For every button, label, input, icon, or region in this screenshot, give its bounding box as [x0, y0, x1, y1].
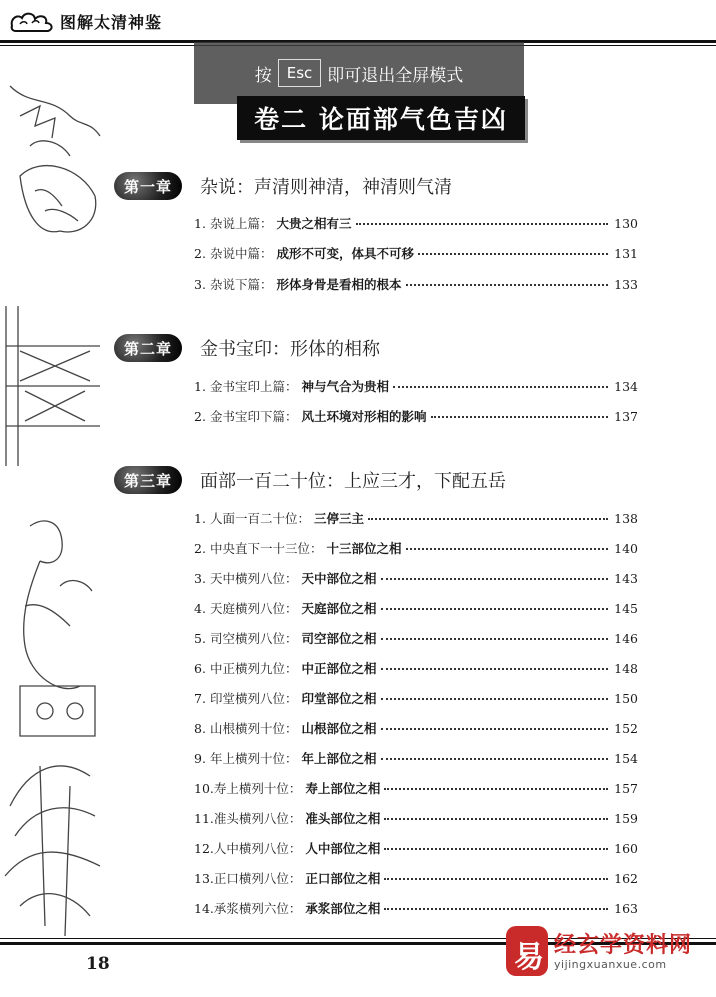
entry-label: 金书宝印上篇： — [210, 379, 298, 394]
toc-entry[interactable] — [194, 719, 638, 741]
hint-prefix: 按 — [254, 65, 272, 86]
fullscreen-exit-hint — [194, 42, 524, 104]
entry-label: 天庭横列八位： — [210, 601, 298, 616]
entry-number: 14. — [194, 901, 214, 916]
toc-entry[interactable] — [194, 599, 638, 621]
site-watermark — [502, 922, 716, 982]
entry-label: 中正横列九位： — [210, 661, 298, 676]
entry-number: 6. — [194, 661, 206, 676]
entry-number: 5. — [194, 631, 206, 646]
dot-leader — [431, 416, 608, 418]
toc-entry[interactable] — [194, 869, 638, 891]
dot-leader — [418, 253, 608, 255]
entry-number: 11. — [194, 811, 214, 826]
entry-page: 134 — [614, 379, 638, 394]
page-header — [0, 0, 716, 42]
volume-title: 卷二 论面部气色吉凶 — [237, 96, 525, 140]
dot-leader — [384, 878, 608, 880]
entry-label: 承浆横列六位： — [213, 901, 302, 916]
entry-subtitle: 年上部位之相 — [301, 751, 377, 766]
entry-page: 159 — [614, 811, 638, 826]
entry-label: 山根横列十位： — [210, 721, 298, 736]
entry-number: 3. — [194, 571, 206, 586]
toc-entry[interactable] — [194, 809, 638, 831]
entry-page: 157 — [614, 781, 638, 796]
chapter-title: 金书宝印：形体的相称 — [200, 339, 380, 360]
entry-subtitle: 正口部位之相 — [305, 871, 381, 886]
entry-subtitle: 大贵之相有三 — [276, 216, 352, 231]
entry-subtitle: 中正部位之相 — [301, 661, 377, 676]
dot-leader — [381, 638, 608, 640]
entry-page: 133 — [614, 277, 638, 292]
chapter-heading — [114, 334, 380, 362]
toc-entry[interactable] — [194, 659, 638, 681]
dot-leader — [384, 788, 608, 790]
dot-leader — [368, 518, 608, 520]
entry-subtitle: 成形不可变，体具不可移 — [276, 246, 415, 261]
entry-number: 1. — [194, 379, 206, 394]
entry-label: 天中横列八位： — [210, 571, 298, 586]
left-decorative-illustration — [0, 46, 110, 946]
entry-subtitle: 风土环境对形相的影响 — [301, 409, 427, 424]
entry-subtitle: 天中部位之相 — [301, 571, 377, 586]
entry-label: 杂说中篇： — [210, 246, 273, 261]
dot-leader — [393, 386, 608, 388]
toc-entry[interactable] — [194, 899, 638, 921]
esc-key: Esc — [278, 59, 322, 87]
entry-subtitle: 准头部位之相 — [305, 811, 381, 826]
entry-label: 寿上横列十位： — [213, 781, 302, 796]
entry-number: 13. — [194, 871, 214, 886]
entry-page: 131 — [614, 246, 638, 261]
entry-subtitle: 寿上部位之相 — [305, 781, 381, 796]
chapter-title: 面部一百二十位：上应三才，下配五岳 — [200, 471, 506, 492]
entry-page: 130 — [614, 216, 638, 231]
dot-leader — [406, 548, 608, 550]
entry-number: 1. — [194, 216, 206, 231]
cloud-ornament-icon — [8, 8, 56, 34]
entry-page: 154 — [614, 751, 638, 766]
toc-entry[interactable] — [194, 689, 638, 711]
entry-page: 145 — [614, 601, 638, 616]
entry-page: 148 — [614, 661, 638, 676]
toc-entry[interactable] — [194, 244, 638, 266]
entry-page: 140 — [614, 541, 638, 556]
entry-label: 人面一百二十位： — [210, 511, 311, 526]
dot-leader — [381, 698, 608, 700]
entry-label: 人中横列八位： — [213, 841, 302, 856]
watermark-logo-icon — [506, 926, 548, 976]
book-title: 图解太清神鉴 — [60, 13, 163, 32]
dot-leader — [381, 728, 608, 730]
hint-suffix: 即可退出全屏模式 — [327, 65, 464, 86]
chapter-badge: 第二章 — [114, 334, 182, 362]
entry-subtitle: 天庭部位之相 — [301, 601, 377, 616]
entry-label: 杂说下篇： — [210, 277, 273, 292]
chapter-badge: 第一章 — [114, 172, 182, 200]
entry-page: 137 — [614, 409, 638, 424]
chapter-heading — [114, 172, 452, 200]
entry-page: 152 — [614, 721, 638, 736]
entry-number: 9. — [194, 751, 206, 766]
chapter-heading — [114, 466, 506, 494]
dot-leader — [381, 578, 608, 580]
entry-page: 143 — [614, 571, 638, 586]
entry-label: 正口横列八位： — [213, 871, 302, 886]
entry-subtitle: 承浆部位之相 — [305, 901, 381, 916]
entry-label: 准头横列八位： — [213, 811, 302, 826]
watermark-text: 经玄学资料网 — [554, 933, 693, 958]
entry-label: 年上横列十位： — [210, 751, 298, 766]
toc-entry[interactable] — [194, 629, 638, 651]
entry-subtitle: 司空部位之相 — [301, 631, 377, 646]
entry-number: 3. — [194, 277, 206, 292]
entry-subtitle: 人中部位之相 — [305, 841, 381, 856]
dot-leader — [384, 908, 608, 910]
entry-subtitle: 形体身骨是看相的根本 — [276, 277, 402, 292]
entry-subtitle: 三停三主 — [314, 511, 365, 526]
dot-leader — [381, 608, 608, 610]
entry-subtitle: 神与气合为贵相 — [301, 379, 390, 394]
entry-label: 金书宝印下篇： — [210, 409, 298, 424]
toc-entry[interactable] — [194, 539, 638, 561]
dot-leader — [356, 223, 608, 225]
entry-number: 2. — [194, 409, 206, 424]
page-number: 18 — [86, 954, 110, 974]
watermark-url: yijingxuanxue.com — [554, 958, 667, 971]
toc-entry[interactable] — [194, 377, 638, 399]
entry-subtitle: 印堂部位之相 — [301, 691, 377, 706]
entry-label: 中央直下一十三位： — [210, 541, 323, 556]
entry-page: 163 — [614, 901, 638, 916]
dot-leader — [381, 668, 608, 670]
toc-entry[interactable] — [194, 275, 638, 297]
entry-label: 印堂横列八位： — [210, 691, 298, 706]
toc-entry[interactable] — [194, 779, 638, 801]
toc-entry[interactable] — [194, 839, 638, 861]
entry-page: 150 — [614, 691, 638, 706]
entry-number: 7. — [194, 691, 206, 706]
entry-label: 杂说上篇： — [210, 216, 273, 231]
toc-entry[interactable] — [194, 407, 638, 429]
entry-page: 160 — [614, 841, 638, 856]
entry-subtitle: 十三部位之相 — [326, 541, 402, 556]
entry-page: 138 — [614, 511, 638, 526]
dot-leader — [381, 758, 608, 760]
entry-number: 10. — [194, 781, 214, 796]
entry-number: 12. — [194, 841, 214, 856]
entry-page: 146 — [614, 631, 638, 646]
entry-number: 2. — [194, 246, 206, 261]
chapter-title: 杂说：声清则神清，神清则气清 — [200, 177, 452, 198]
toc-entry[interactable] — [194, 569, 638, 591]
dot-leader — [384, 848, 608, 850]
entry-number: 2. — [194, 541, 206, 556]
toc-entry[interactable] — [194, 749, 638, 771]
entry-number: 8. — [194, 721, 206, 736]
entry-subtitle: 山根部位之相 — [301, 721, 377, 736]
entry-number: 4. — [194, 601, 206, 616]
toc-entry[interactable] — [194, 509, 638, 531]
dot-leader — [406, 284, 608, 286]
watermark-logo-char: 易 — [514, 940, 544, 975]
entry-page: 162 — [614, 871, 638, 886]
entry-number: 1. — [194, 511, 206, 526]
toc-entry[interactable] — [194, 214, 638, 236]
entry-label: 司空横列八位： — [210, 631, 298, 646]
chapter-badge: 第三章 — [114, 466, 182, 494]
dot-leader — [384, 818, 608, 820]
